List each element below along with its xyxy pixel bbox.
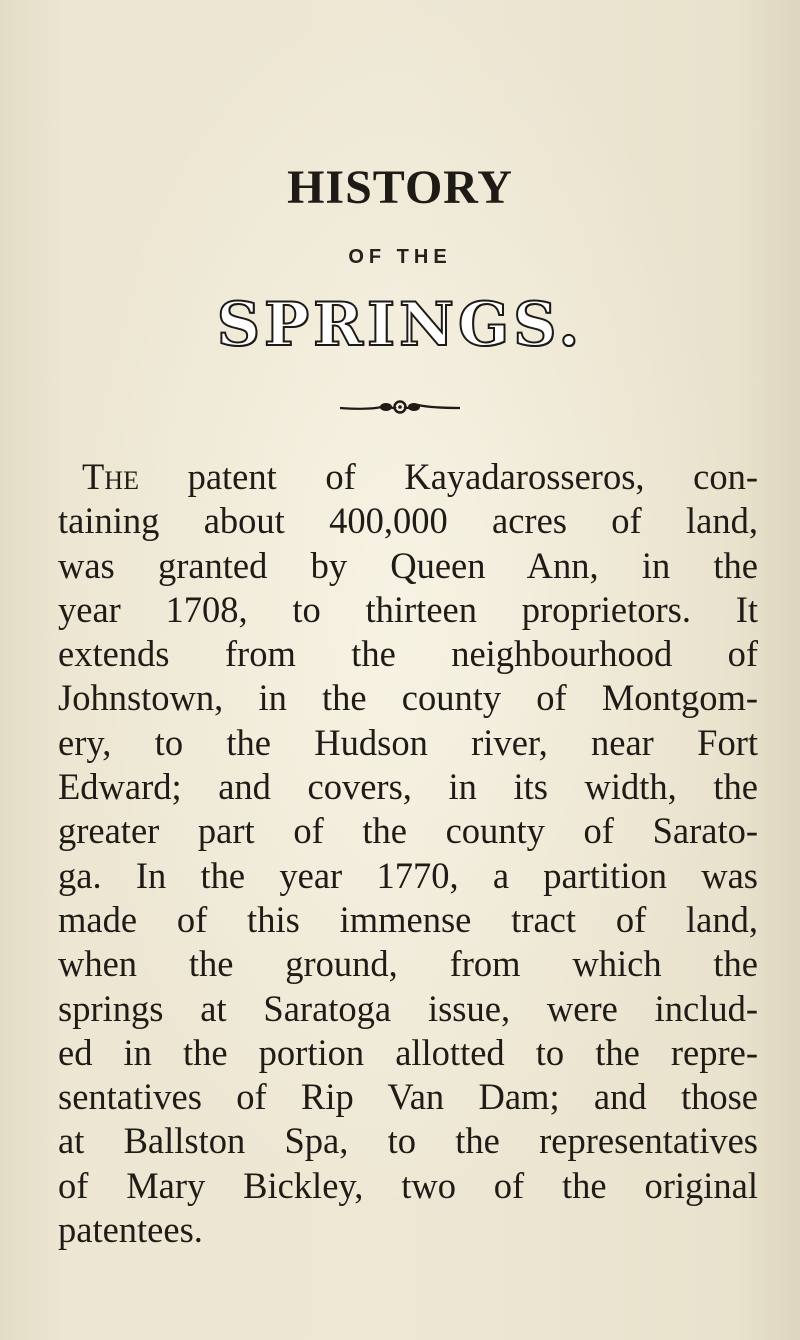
springs-heading: SPRINGS. xyxy=(216,290,584,360)
text-line: Johnstown, in the county of Montgom- xyxy=(58,677,758,719)
body-paragraph xyxy=(58,455,758,1252)
text-line: extends from the neighbourhood of xyxy=(58,633,758,675)
text-line: greater part of the county of Sarato- xyxy=(58,810,758,852)
text-line: year 1708, to thirteen proprietors. It xyxy=(58,588,758,630)
text-line: made of this immense tract of land, xyxy=(58,898,758,940)
text-line: was granted by Queen Ann, in the xyxy=(58,544,758,586)
text-line: ga. In the year 1770, a partition was xyxy=(58,854,758,896)
text-line: ery, to the Hudson river, near Fort xyxy=(58,721,758,763)
text-line xyxy=(58,455,758,499)
text-line: Edward; and covers, in its width, the xyxy=(58,766,758,808)
fleuron-divider-icon xyxy=(338,396,462,418)
text-line: patentees. xyxy=(58,1209,203,1251)
text-line: at Ballston Spa, to the representatives xyxy=(58,1120,758,1162)
history-heading: HISTORY xyxy=(287,161,513,214)
lead-word: The xyxy=(82,456,139,497)
text-line: springs at Saratoga issue, were includ- xyxy=(58,987,758,1029)
text-line: taining about 400,000 acres of land, xyxy=(58,500,758,542)
text-line: when the ground, from which the xyxy=(58,943,758,985)
text-line: sentatives of Rip Van Dam; and those xyxy=(58,1076,758,1118)
text-line: of Mary Bickley, two of the original xyxy=(58,1164,758,1206)
of-the-subheading: OF THE xyxy=(348,246,452,268)
text-line-content: patent of Kayadarosseros, con- xyxy=(138,456,758,497)
text-line: ed in the portion allotted to the repre- xyxy=(58,1031,758,1073)
